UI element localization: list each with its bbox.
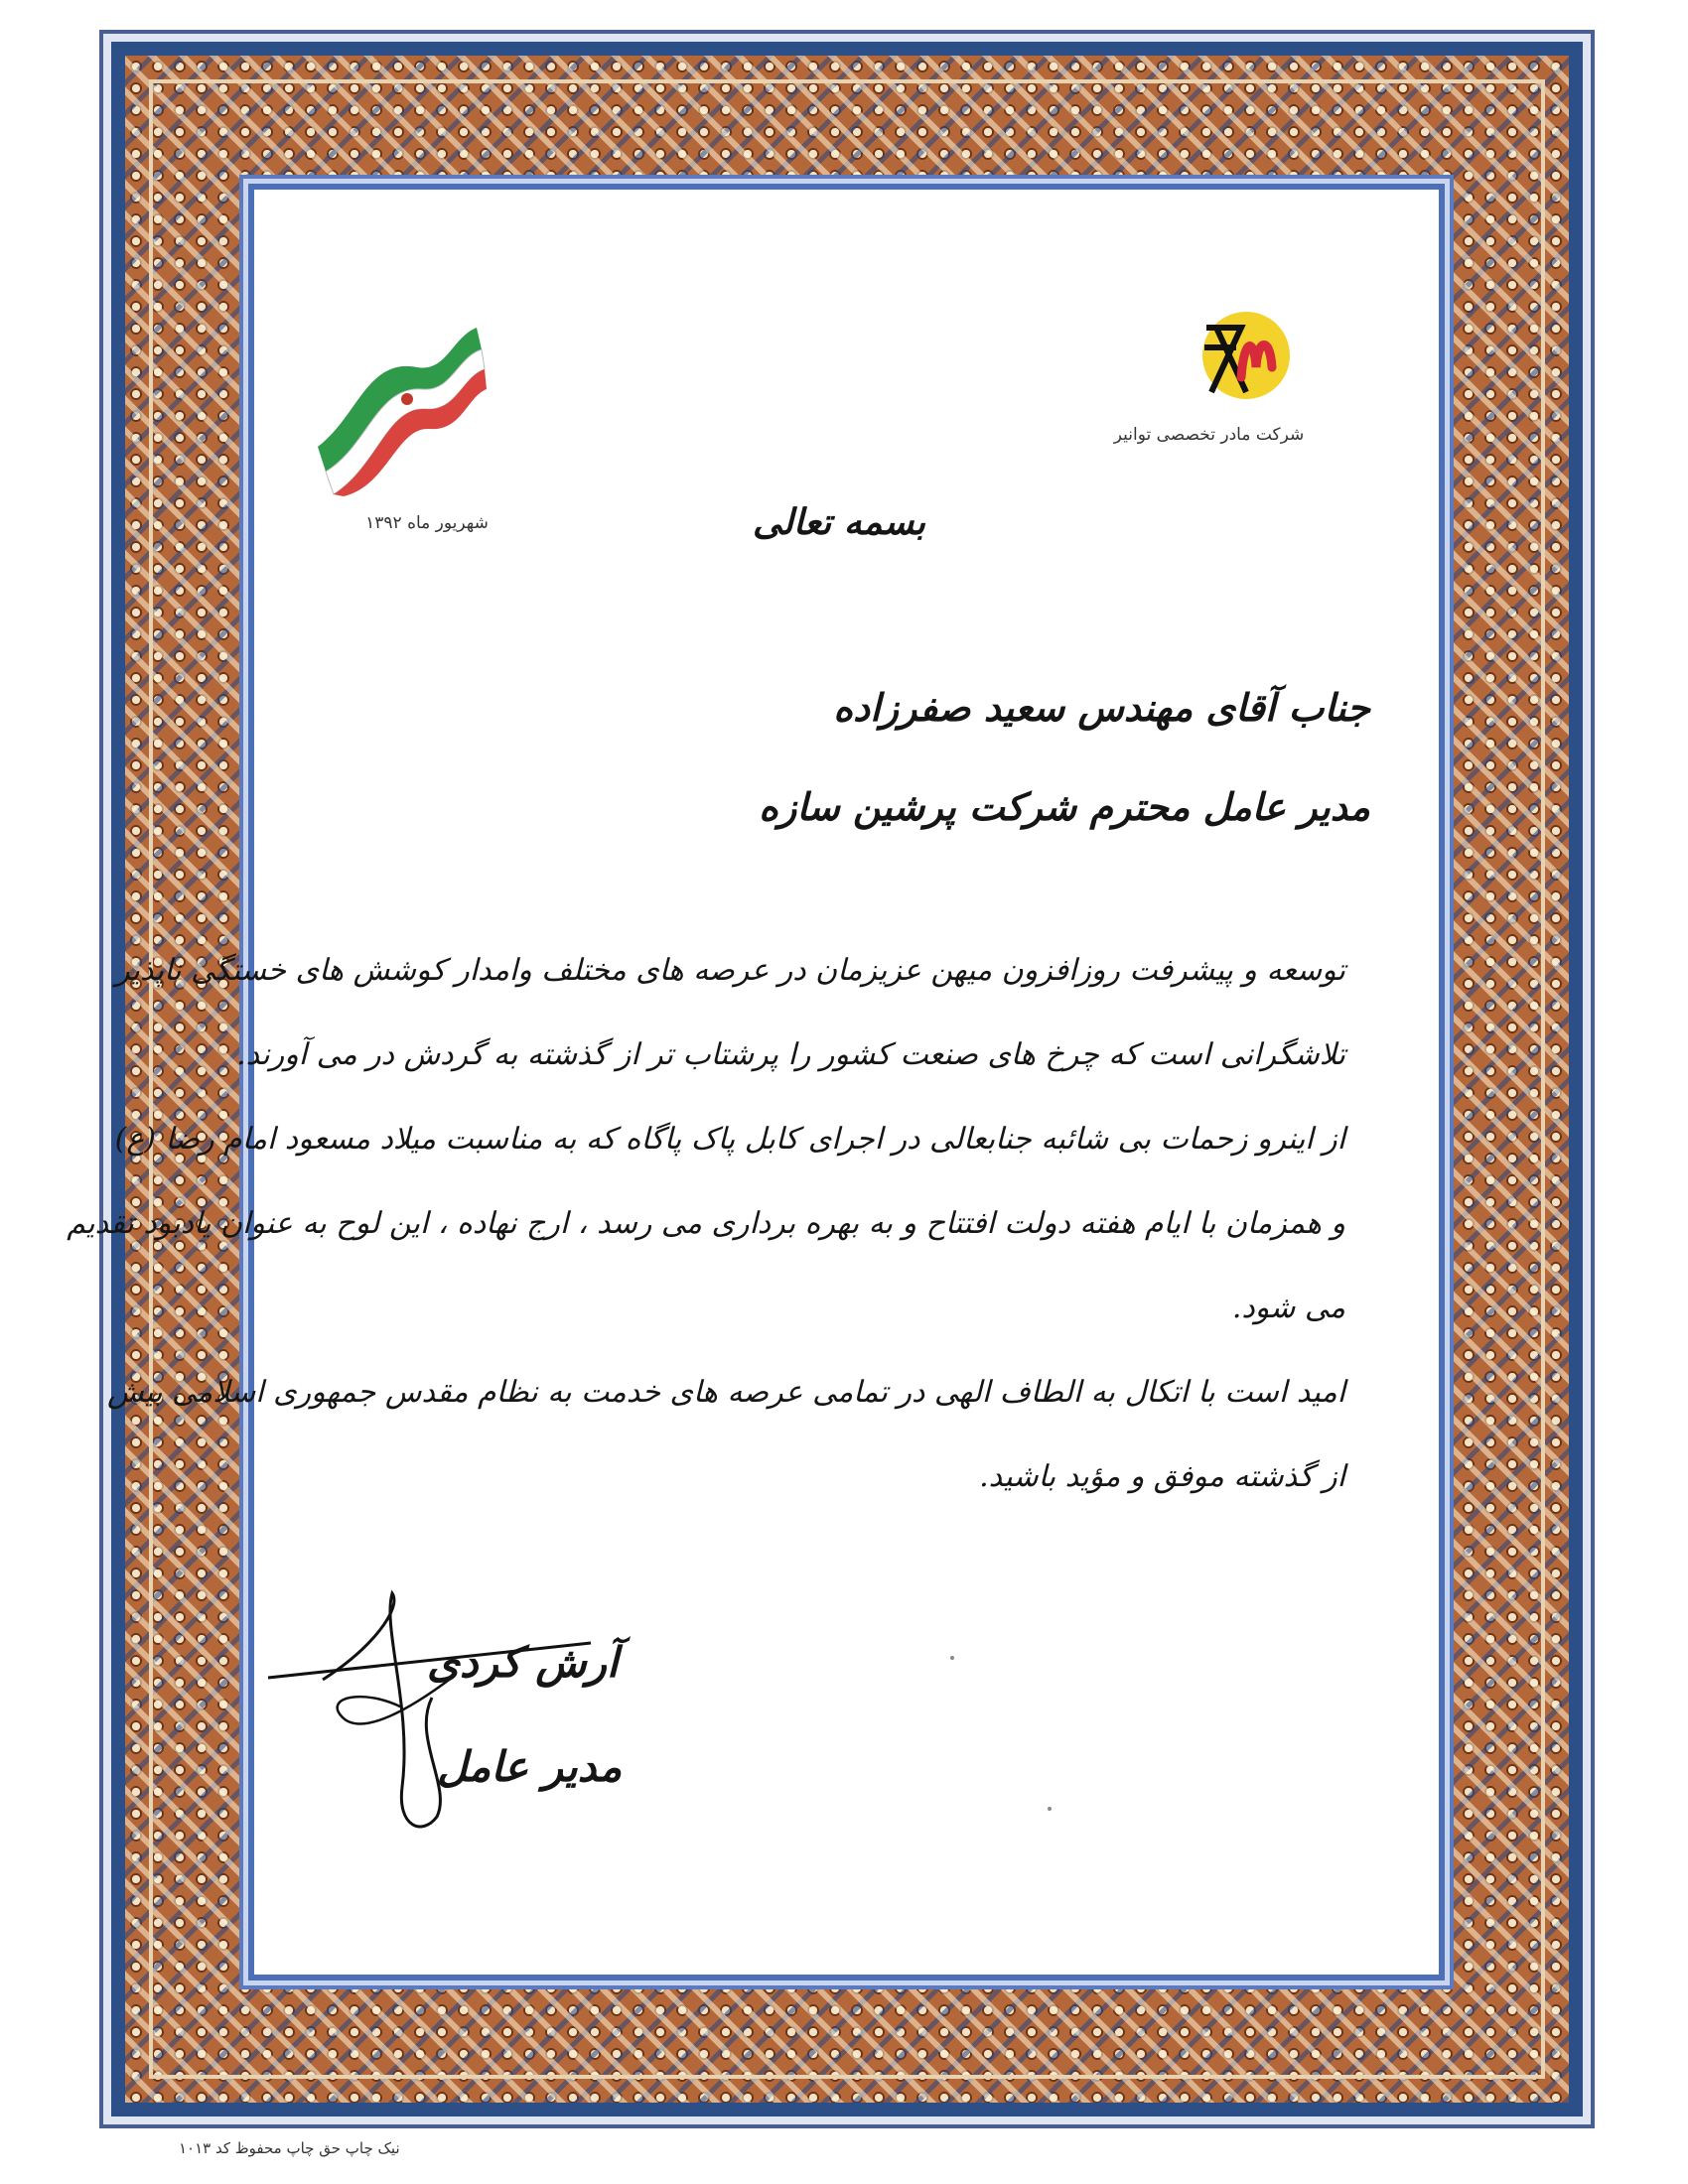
addressee-name: جناب آقای مهندس سعید صفرزاده xyxy=(833,685,1370,730)
addressee-title: مدیر عامل محترم شرکت پرشین سازه xyxy=(759,784,1370,829)
body-line: تلاشگرانی است که چرخ های صنعت کشور را پرشتاب تر از گذشته به گردش در می آورند. xyxy=(236,1037,1345,1072)
signatory-name: آرش کردی xyxy=(427,1638,619,1687)
body-line: امید است با اتکال به الطاف الهی در تمامی عرصه های خدمت به نظام مقدس جمهوری اسلامی بیش xyxy=(106,1375,1345,1410)
handwritten-signature xyxy=(263,1588,631,1846)
printer-credit: نیک چاپ حق چاپ محفوظ کد ۱۰۱۳ xyxy=(179,2139,400,2157)
body-line: توسعه و پیشرفت روزافزون میهن عزیزمان در عرصه های مختلف وامدار کوشش های خستگی ناپذیر xyxy=(115,953,1345,988)
body-line: از اینرو زحمات بی شائبه جنابعالی در اجرای کابل پاک پاگاه که به مناسبت میلاد مسعود امام رضا (ع) xyxy=(114,1122,1345,1157)
paper-speck xyxy=(1048,1807,1052,1811)
iran-flag-ribbon-icon xyxy=(298,298,487,496)
body-line: از گذشته موفق و مؤید باشید. xyxy=(979,1459,1345,1494)
company-name: شرکت مادر تخصصی توانیر xyxy=(1113,425,1305,445)
body-line: می شود. xyxy=(1231,1291,1345,1325)
basmala-heading: بسمه تعالی xyxy=(752,501,926,543)
paper-speck xyxy=(950,1656,954,1660)
signatory-title: مدیر عامل xyxy=(437,1742,623,1791)
letter-date: شهریور ماه ۱۳۹۲ xyxy=(365,513,489,533)
tavanir-logo-icon xyxy=(1187,308,1296,407)
body-line: و همزمان با ایام هفته دولت افتتاح و به بهره برداری می رسد ، ارج نهاده ، این لوح به عنوان یادبود تقدیم xyxy=(67,1206,1345,1241)
